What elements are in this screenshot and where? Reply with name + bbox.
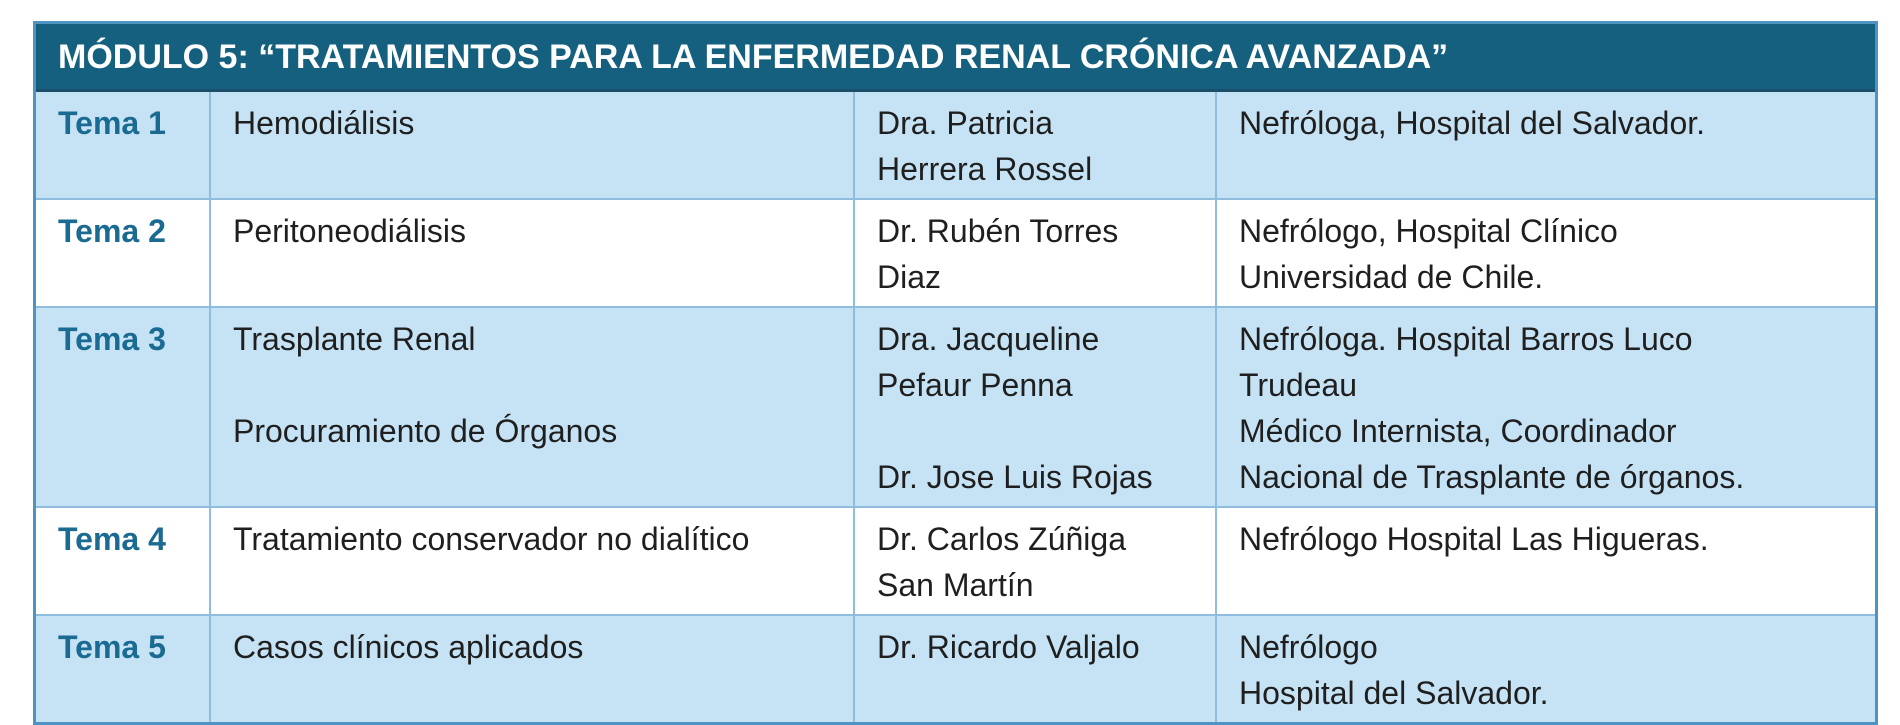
- role-cell: [1216, 307, 1875, 507]
- topic-cell: [210, 92, 854, 199]
- table-row: [36, 307, 1875, 507]
- spacer: [233, 362, 835, 408]
- topic-line: Trasplante Renal: [233, 321, 476, 357]
- role-line: Trudeau: [1239, 367, 1357, 403]
- speaker-line: Dr. Jose Luis Rojas: [877, 459, 1153, 495]
- role-cell: [1216, 199, 1875, 307]
- table-row: [36, 507, 1875, 615]
- tema-label: Tema 4: [36, 507, 210, 615]
- tema-label: Tema 5: [36, 615, 210, 722]
- role-line: Nefrólogo: [1239, 629, 1378, 665]
- topic-cell: [210, 615, 854, 722]
- module-table: [33, 21, 1878, 725]
- tema-label: Tema 1: [36, 92, 210, 199]
- table-row: [36, 92, 1875, 199]
- topic-line: Casos clínicos aplicados: [233, 629, 584, 665]
- topics-table: [36, 92, 1875, 722]
- speaker-line: Herrera Rossel: [877, 151, 1093, 187]
- role-line: Universidad de Chile.: [1239, 259, 1544, 295]
- topic-cell: [210, 307, 854, 507]
- topic-line: Hemodiálisis: [233, 105, 415, 141]
- role-line: Médico Internista, Coordinador: [1239, 413, 1677, 449]
- tema-label: Tema 2: [36, 199, 210, 307]
- speaker-line: San Martín: [877, 567, 1034, 603]
- module-title: MÓDULO 5: “TRATAMIENTOS PARA LA ENFERMEDAD RENAL CRÓNICA AVANZADA”: [36, 24, 1875, 92]
- speaker-cell: [854, 92, 1216, 199]
- speaker-cell: [854, 507, 1216, 615]
- spacer: [877, 408, 1197, 454]
- speaker-line: Pefaur Penna: [877, 367, 1073, 403]
- speaker-line: Dr. Carlos Zúñiga: [877, 521, 1126, 557]
- speaker-line: Dr. Ricardo Valjalo: [877, 629, 1140, 665]
- role-line: Nefrólogo Hospital Las Higueras.: [1239, 521, 1709, 557]
- speaker-cell: [854, 615, 1216, 722]
- table-row: [36, 615, 1875, 722]
- speaker-line: Dra. Patricia: [877, 105, 1054, 141]
- topic-line: Procuramiento de Órganos: [233, 413, 618, 449]
- speaker-line: Dra. Jacqueline: [877, 321, 1100, 357]
- topic-line: Tratamiento conservador no dialítico: [233, 521, 750, 557]
- table-row: [36, 199, 1875, 307]
- role-line: Hospital del Salvador.: [1239, 675, 1549, 711]
- topic-line: Peritoneodiálisis: [233, 213, 467, 249]
- role-cell: [1216, 615, 1875, 722]
- role-line: Nefróloga. Hospital Barros Luco: [1239, 321, 1693, 357]
- topic-cell: [210, 199, 854, 307]
- speaker-cell: [854, 199, 1216, 307]
- speaker-line: Diaz: [877, 259, 942, 295]
- role-line: Nefróloga, Hospital del Salvador.: [1239, 105, 1706, 141]
- tema-label: Tema 3: [36, 307, 210, 507]
- role-line: Nefrólogo, Hospital Clínico: [1239, 213, 1618, 249]
- topic-cell: [210, 507, 854, 615]
- role-cell: [1216, 92, 1875, 199]
- speaker-cell: [854, 307, 1216, 507]
- role-cell: [1216, 507, 1875, 615]
- speaker-line: Dr. Rubén Torres: [877, 213, 1119, 249]
- role-line: Nacional de Trasplante de órganos.: [1239, 459, 1745, 495]
